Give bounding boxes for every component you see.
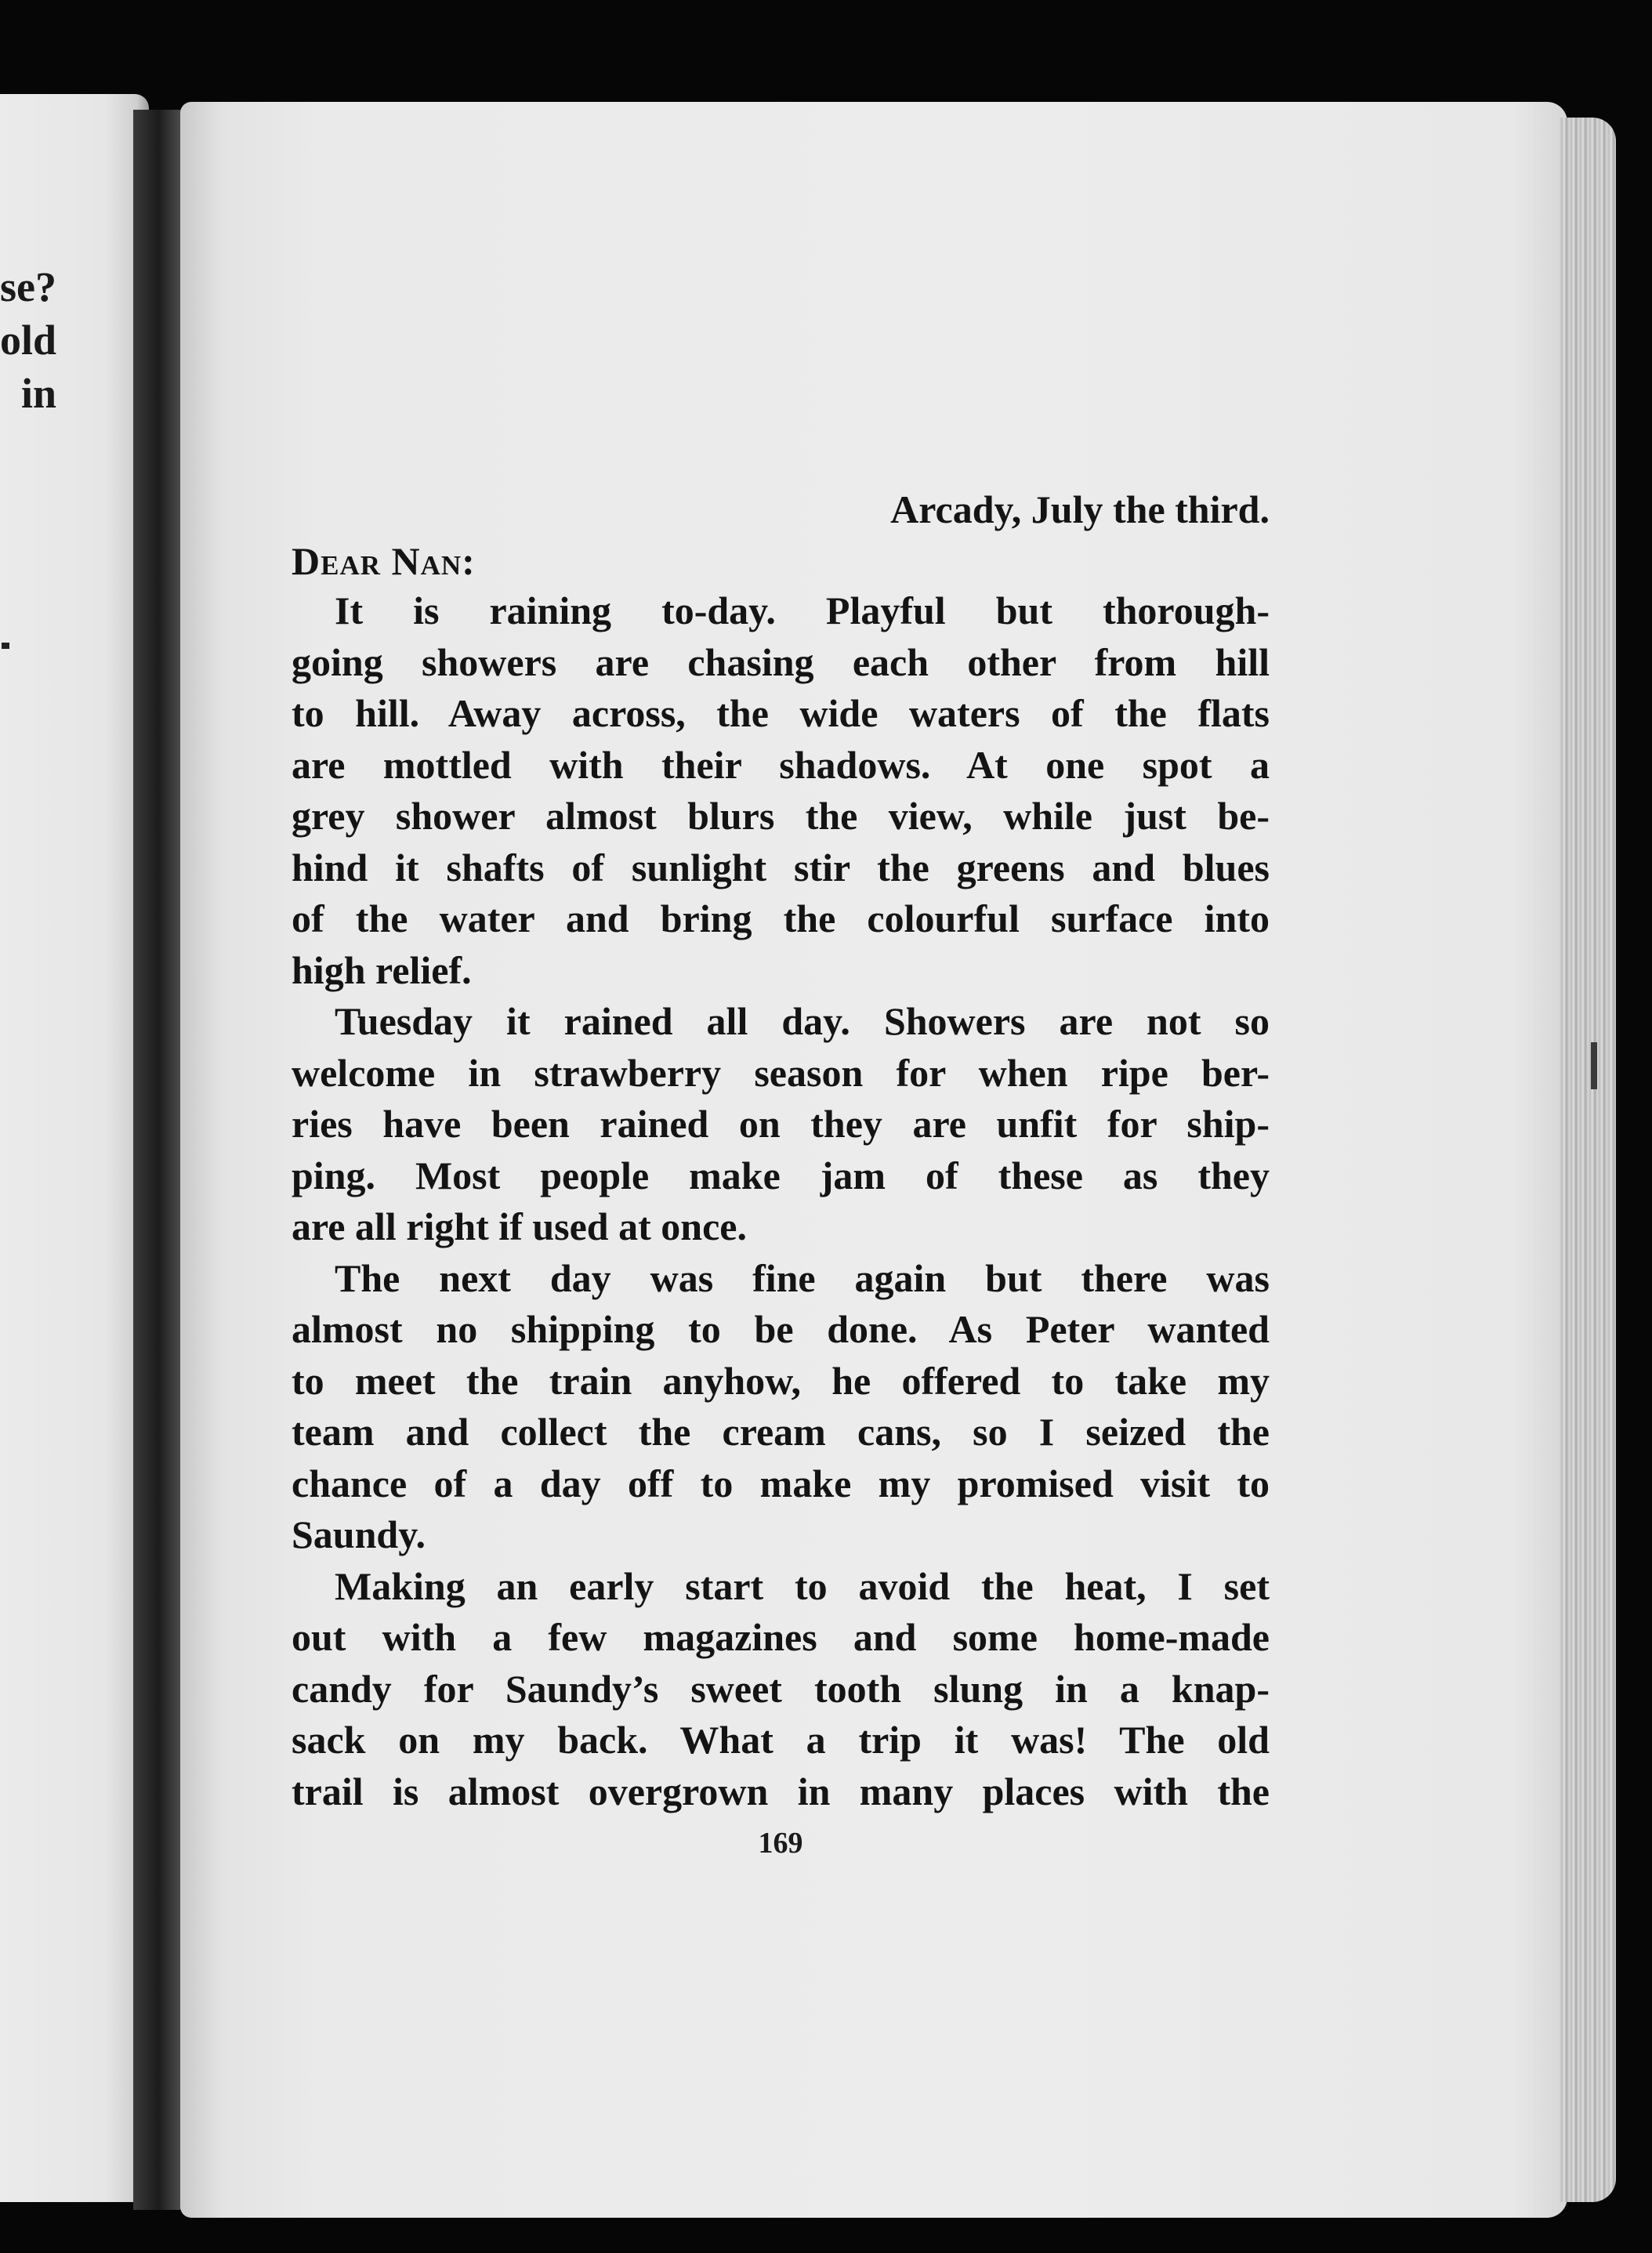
text-line: ping. Most people make jam of these as they <box>292 1153 1270 1197</box>
previous-page-text-fragments <box>0 260 56 420</box>
text-line: ries have been rained on they are unfit for ship- <box>292 1102 1270 1146</box>
dateline: Arcady, July the third. <box>890 487 1270 531</box>
text-line: to hill. Away across, the wide waters of the flats <box>292 691 1270 735</box>
text-line: Making an early start to avoid the heat, I set <box>335 1563 1270 1608</box>
text-line: The next day was fine again but there was <box>335 1255 1270 1300</box>
text-line: are all right if used at once. <box>292 1204 747 1248</box>
salutation: Dear Nan: <box>292 539 476 583</box>
text-line: sack on my back. What a trip it was! The old <box>292 1718 1270 1762</box>
previous-page-fragment: se? <box>0 263 56 310</box>
text-line: of the water and bring the colourful surface into <box>292 896 1270 940</box>
previous-page-fragment: in <box>20 370 56 417</box>
text-line: hind it shafts of sunlight stir the greens and blues <box>292 845 1270 889</box>
text-line: welcome in strawberry season for when ripe ber- <box>292 1050 1270 1095</box>
text-line: trail is almost overgrown in many places with the <box>292 1769 1270 1813</box>
page-number: 169 <box>758 1827 803 1860</box>
previous-page <box>0 94 149 2202</box>
paragraph <box>292 996 1270 1253</box>
text-line: going showers are chasing each other from hill <box>292 639 1270 684</box>
previous-page-mark <box>2 643 9 649</box>
previous-page-fragment: old <box>0 317 56 364</box>
page-edge-mark <box>1591 1042 1597 1089</box>
text-line: team and collect the cream cans, so I seized the <box>292 1410 1270 1454</box>
text-line: are mottled with their shadows. At one spot a <box>292 742 1270 787</box>
letter-text <box>292 482 1270 1817</box>
paragraph <box>292 585 1270 996</box>
text-line: Saundy. <box>292 1512 426 1556</box>
paragraph <box>292 1253 1270 1561</box>
text-line: grey shower almost blurs the view, while just be- <box>292 794 1270 838</box>
text-line: almost no shipping to be done. As Peter wanted <box>292 1307 1270 1351</box>
text-line: chance of a day off to make my promised visit to <box>292 1461 1270 1505</box>
text-line: It is raining to-day. Playful but thorough- <box>335 589 1270 632</box>
text-line: out with a few magazines and some home-made <box>292 1615 1270 1659</box>
text-line: Tuesday it rained all day. Showers are not so <box>335 999 1270 1043</box>
paragraph <box>292 1561 1270 1818</box>
page-edges <box>1560 118 1616 2202</box>
letter-body <box>292 585 1270 1817</box>
text-line: to meet the train anyhow, he offered to take my <box>292 1358 1270 1403</box>
text-line: candy for Saundy’s sweet tooth slung in a knap- <box>292 1666 1270 1711</box>
text-line: high relief. <box>292 947 472 992</box>
